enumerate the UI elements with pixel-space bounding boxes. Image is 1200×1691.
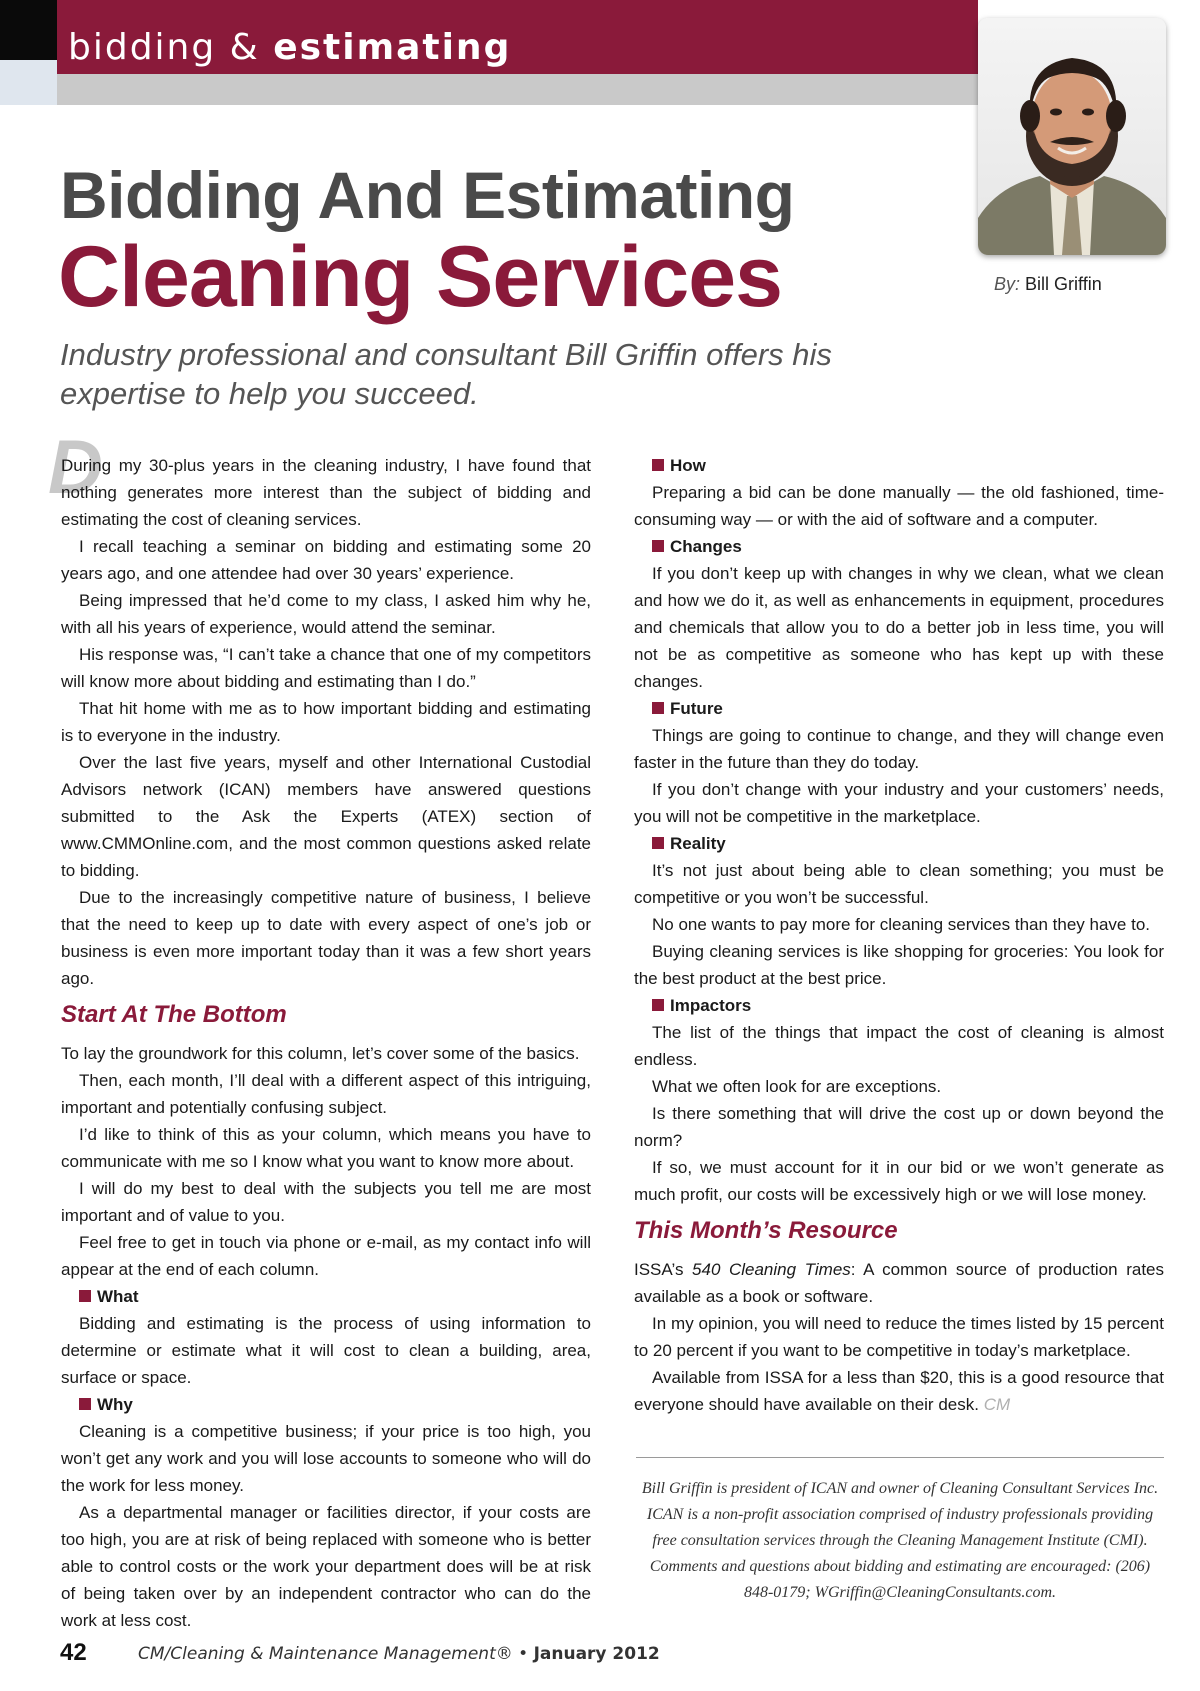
subhead-label: Future [670, 699, 723, 718]
subhead-impactors [634, 992, 1164, 1019]
resource-title: 540 Cleaning Times [692, 1260, 851, 1279]
footer-separator: • [512, 1644, 534, 1664]
subhead-label: Why [97, 1395, 133, 1414]
drop-cap: D [48, 425, 103, 510]
resource-suffix: : A common source of production rates available as a book or software. [634, 1260, 1164, 1306]
square-bullet-icon [652, 540, 664, 552]
closing-text: Available from ISSA for a less than $20, this is a good resource that everyone should have available on their desk. [634, 1368, 1164, 1414]
article-deck: Industry professional and consultant Bill Griffin offers his expertise to help you succeed. [60, 337, 832, 411]
author-photo [978, 18, 1166, 255]
section-heading-this-months-resource: This Month’s Resource [634, 1217, 898, 1244]
body-paragraph: Preparing a bid can be done manually — the old fashioned, time-consuming way — or with the aid of software and a computer. [634, 483, 1164, 529]
resource-paragraph [634, 1256, 1164, 1310]
subhead-reality [634, 830, 1164, 857]
subhead-changes [634, 533, 1164, 560]
subhead-how [634, 452, 1164, 479]
body-paragraph: Due to the increasingly competitive nature of business, I believe that the need to keep up to date with every aspect of one’s job or business is even more important today than it was a few short years ago. [61, 888, 591, 988]
square-bullet-icon [652, 837, 664, 849]
article-title-line2: Cleaning Services [58, 229, 782, 325]
body-paragraph: If you don’t keep up with changes in why we clean, what we clean and how we do it, as well as enhancements in equipment, procedures and chemicals that allow you to do a better job in less time, you will not be as competitive as someone who has kept up with these changes. [634, 564, 1164, 691]
body-paragraph: That hit home with me as to how important bidding and estimating is to everyone in the industry. [61, 699, 591, 745]
square-bullet-icon [79, 1290, 91, 1302]
body-paragraph: Then, each month, I’ll deal with a different aspect of this intriguing, important and potentially confusing subject. [61, 1071, 591, 1117]
subhead-label: Impactors [670, 996, 752, 1015]
author-bio: Bill Griffin is president of ICAN and owner of Cleaning Consultant Services Inc. ICAN is a non-profit association comprised of industry professionals providing free consultation services through the Cleaning Management Institute (CMI). Comments and questions about bidding and estimating are encouraged: (206) 848-0179; WGriffin@CleaningConsultants.com. [641, 1480, 1159, 1601]
header-subband [57, 74, 978, 105]
byline-author: Bill Griffin [1025, 274, 1102, 294]
body-paragraph: What we often look for are exceptions. [652, 1077, 942, 1096]
byline-label: By: [994, 274, 1021, 294]
body-paragraph: In my opinion, you will need to reduce the times listed by 15 percent to 20 percent if you want to be competitive in today’s marketplace. [634, 1314, 1164, 1360]
section-label-bold: estimating [273, 27, 512, 68]
square-bullet-icon [652, 702, 664, 714]
body-paragraph: No one wants to pay more for cleaning services than they have to. [652, 915, 1150, 934]
article-title-line1: Bidding And Estimating [60, 158, 795, 232]
left-column [61, 452, 591, 1634]
page-number: 42 [60, 1639, 87, 1666]
section-label-light: bidding & [68, 27, 274, 68]
body-paragraph: Over the last five years, myself and other International Custodial Advisors network (ICAN) members have answered questions submitted to the Ask the Experts (ATEX) section of www.CMMOnline.com, and the most common questions asked relate to bidding. [61, 753, 591, 880]
body-paragraph: The list of the things that impact the cost of cleaning is almost endless. [634, 1023, 1164, 1069]
body-paragraph: Things are going to continue to change, and they will change even faster in the future than they do today. [634, 726, 1164, 772]
subhead-what [61, 1283, 591, 1310]
body-paragraph: Bidding and estimating is the process of using information to determine or estimate what it will cost to clean a building, area, surface or space. [61, 1314, 591, 1387]
body-paragraph: Buying cleaning services is like shopping for groceries: You look for the best product at the best price. [634, 942, 1164, 988]
square-bullet-icon [652, 999, 664, 1011]
body-paragraph: It’s not just about being able to clean something; you must be competitive or you won’t be successful. [634, 861, 1164, 907]
header-corner-accent [0, 60, 57, 105]
byline [994, 274, 1102, 295]
body-paragraph-last [634, 1364, 1164, 1418]
body-paragraph: If so, we must account for it in our bid or we won’t generate as much profit, our costs will be excessively high or we will lose money. [634, 1158, 1164, 1204]
body-paragraph: I recall teaching a seminar on bidding and estimating some 20 years ago, and one attendee had over 30 years’ experience. [61, 537, 591, 583]
body-paragraph: Being impressed that he’d come to my class, I asked him why he, with all his years of experience, would attend the seminar. [61, 591, 591, 637]
section-heading-start-at-the-bottom: Start At The Bottom [61, 1001, 287, 1028]
subhead-label: How [670, 456, 706, 475]
end-mark: CM [983, 1395, 1011, 1414]
bio-divider [636, 1457, 1164, 1458]
body-paragraph: If you don’t change with your industry and your customers’ needs, you will not be competitive in the marketplace. [634, 780, 1164, 826]
body-paragraph: During my 30-plus years in the cleaning industry, I have found that nothing generates more interest than the subject of bidding and estimating the cost of cleaning services. [61, 456, 591, 529]
right-column [634, 452, 1164, 1418]
header-corner-block [0, 0, 57, 60]
subhead-label: What [97, 1287, 139, 1306]
footer-publication-line [138, 1644, 660, 1664]
body-paragraph: His response was, “I can’t take a chance that one of my competitors will know more about bidding and estimating than I do.” [61, 645, 591, 691]
footer-date: January 2012 [533, 1644, 660, 1664]
body-paragraph: To lay the groundwork for this column, let’s cover some of the basics. [61, 1044, 580, 1063]
body-paragraph: I will do my best to deal with the subjects you tell me are most important and of value to you. [61, 1179, 591, 1225]
body-paragraph: I’d like to think of this as your column, which means you have to communicate with me so I know what you want to know more about. [61, 1125, 591, 1171]
subhead-why [61, 1391, 591, 1418]
author-portrait-illustration [978, 18, 1166, 255]
square-bullet-icon [652, 459, 664, 471]
subhead-label: Reality [670, 834, 726, 853]
footer-publication: CM/Cleaning & Maintenance Management® [138, 1644, 513, 1664]
body-paragraph: Cleaning is a competitive business; if your price is too high, you won’t get any work and you will lose accounts to someone who will do the work for less money. [61, 1422, 591, 1495]
resource-prefix: ISSA’s [634, 1260, 693, 1279]
body-paragraph: Feel free to get in touch via phone or e-mail, as my contact info will appear at the end of each column. [61, 1233, 591, 1279]
square-bullet-icon [79, 1398, 91, 1410]
section-label [68, 27, 512, 68]
body-paragraph: Is there something that will drive the cost up or down beyond the norm? [634, 1104, 1164, 1150]
body-paragraph: As a departmental manager or facilities director, if your costs are too high, you are at risk of being replaced with someone who is better able to control costs or the work your department does will be at risk of being taken over by an independent contractor who can do the work at less cost. [61, 1503, 591, 1630]
subhead-label: Changes [670, 537, 742, 556]
subhead-future [634, 695, 1164, 722]
